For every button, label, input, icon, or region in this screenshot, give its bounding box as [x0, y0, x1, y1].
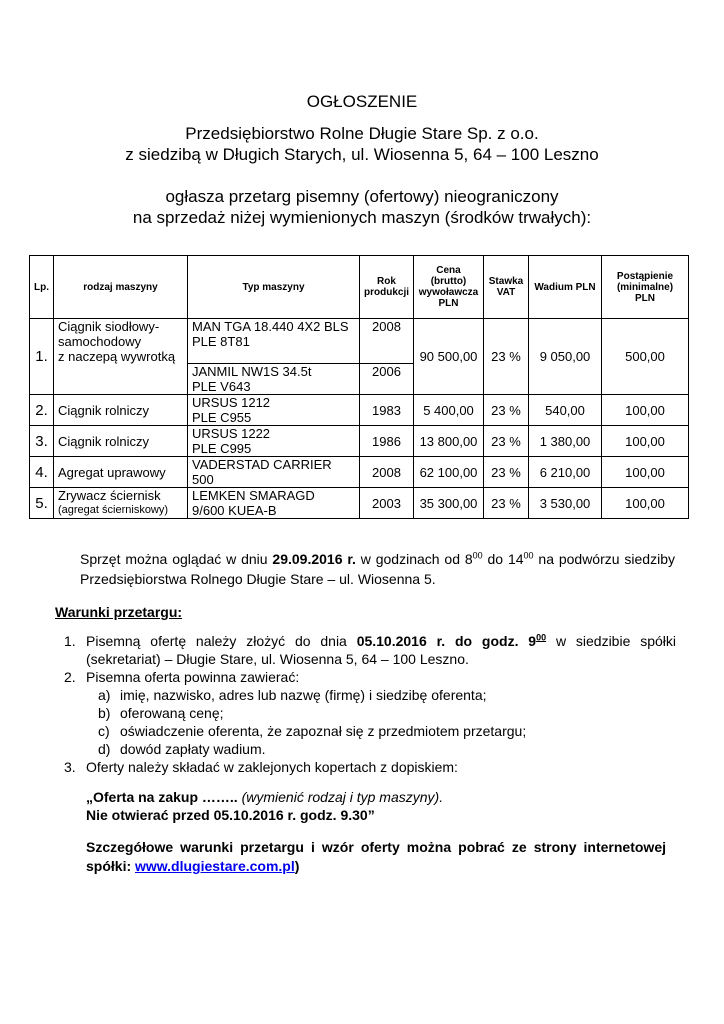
cell-lp: 4. — [30, 457, 54, 488]
table-row — [30, 395, 689, 426]
cell-kind: Ciągnik rolniczy — [54, 426, 188, 457]
list-item — [98, 740, 676, 758]
type-line: VADERSTAD CARRIER — [192, 457, 332, 472]
cell-type — [188, 364, 360, 395]
type-line: 500 — [192, 472, 214, 487]
list-item — [64, 632, 676, 668]
type-line: JANMIL NW1S 34.5t — [192, 364, 312, 379]
table-row — [30, 426, 689, 457]
list-item — [98, 722, 676, 740]
cell-vat: 23 % — [484, 457, 529, 488]
item-text: Pisemna oferta powinna zawierać: — [86, 669, 300, 685]
conditions-list — [64, 632, 676, 776]
cell-year: 1983 — [360, 395, 414, 426]
company-website-link[interactable]: www.dlugiestare.com.pl — [135, 858, 295, 874]
cell-year: 2006 — [360, 364, 414, 395]
cell-type — [188, 395, 360, 426]
kind-line: (agregat ścierniskowy) — [58, 504, 169, 516]
item-text: dowód zapłaty wadium. — [120, 741, 266, 757]
list-number: 2. — [64, 669, 76, 685]
item-text: imię, nazwisko, adres lub nazwę (firmę) i siedzibę oferenta; — [120, 687, 487, 703]
item-text: oświadczenie oferenta, że zapoznał się z przedmiotem przetargu; — [120, 723, 527, 739]
company-name: Przedsiębiorstwo Rolne Długie Stare Sp. z o.o. — [185, 124, 539, 143]
viewing-sup: 00 — [472, 550, 483, 561]
cell-deposit: 6 210,00 — [529, 457, 602, 488]
cell-year: 2003 — [360, 488, 414, 519]
kind-line: z naczepą wywrotką — [58, 349, 176, 364]
cell-deposit: 540,00 — [529, 395, 602, 426]
page-title: OGŁOSZENIE — [306, 92, 418, 111]
company-info — [0, 123, 724, 165]
intro-line-1: ogłasza przetarg pisemny (ofertowy) nieograniczony — [165, 187, 559, 206]
list-item — [64, 758, 676, 776]
cell-price: 35 300,00 — [414, 488, 484, 519]
list-number: 3. — [64, 759, 76, 775]
offer-note-lead: „Oferta na zakup …….. — [86, 789, 238, 805]
offer-note-line-2: Nie otwierać przed 05.10.2016 r. godz. 9.30” — [86, 807, 375, 823]
cell-lp: 2. — [30, 395, 54, 426]
type-line: URSUS 1222 — [192, 426, 271, 441]
cell-deposit: 1 380,00 — [529, 426, 602, 457]
list-item — [98, 686, 676, 704]
cell-type — [188, 426, 360, 457]
cell-price: 5 400,00 — [414, 395, 484, 426]
item-sup: 00 — [536, 632, 547, 643]
cell-kind: Ciągnik rolniczy — [54, 395, 188, 426]
list-letter: b) — [98, 705, 111, 721]
item-text: w siedzibie spółki (sekretariat) – Długie Stare, ul. Wiosenna 5, 64 – 100 Leszno. — [86, 633, 676, 667]
cell-kind — [54, 319, 188, 395]
table-row — [30, 319, 689, 364]
type-line: PLE C995 — [192, 441, 252, 456]
cell-vat: 23 % — [484, 395, 529, 426]
cell-step: 100,00 — [602, 395, 689, 426]
type-line: LEMKEN SMARAGD — [192, 488, 315, 503]
type-line: PLE 8T81 — [192, 334, 250, 349]
cell-year: 2008 — [360, 457, 414, 488]
cell-kind: Agregat uprawowy — [54, 457, 188, 488]
cell-type — [188, 457, 360, 488]
cell-type — [188, 488, 360, 519]
details-close: ) — [294, 858, 300, 874]
machines-table — [29, 255, 689, 519]
cell-price: 62 100,00 — [414, 457, 484, 488]
header-type: Typ maszyny — [188, 256, 360, 319]
viewing-text: w godzinach od 8 — [355, 551, 473, 567]
header-deposit: Wadium PLN — [529, 256, 602, 319]
viewing-sup: 00 — [523, 550, 534, 561]
item-text: Oferty należy składać w zaklejonych kopertach z dopiskiem: — [86, 759, 458, 775]
kind-line: Zrywacz ściernisk — [58, 488, 161, 503]
viewing-date: 29.09.2016 r. — [272, 551, 356, 567]
viewing-text: na podwórzu siedziby Przedsiębiorstwa Rolnego Długie Stare – ul. Wiosenna 5. — [80, 551, 675, 587]
type-line: 9/600 KUEA-B — [192, 503, 277, 518]
type-line: MAN TGA 18.440 4X2 BLS — [192, 319, 349, 334]
cell-kind — [54, 488, 188, 519]
kind-line: Ciągnik siodłowy- — [58, 319, 160, 334]
item-text: Pisemną ofertę należy złożyć do dnia — [86, 633, 357, 649]
cell-vat: 23 % — [484, 488, 529, 519]
cell-price: 13 800,00 — [414, 426, 484, 457]
kind-line: samochodowy — [58, 334, 142, 349]
table-header-row — [30, 256, 689, 319]
announcement-intro — [0, 186, 724, 228]
list-letter: d) — [98, 741, 111, 757]
cell-year: 2008 — [360, 319, 414, 364]
cell-lp: 3. — [30, 426, 54, 457]
list-number: 1. — [64, 633, 76, 649]
cell-type — [188, 319, 360, 364]
cell-vat: 23 % — [484, 319, 529, 395]
offer-note-hint: (wymienić rodzaj i typ maszyny). — [237, 789, 444, 805]
offer-note-line-1 — [86, 788, 443, 806]
item-deadline: 05.10.2016 r. do godz. 9 — [356, 633, 537, 649]
conditions-title: Warunki przetargu: — [55, 604, 183, 620]
cell-lp: 5. — [30, 488, 54, 519]
offer-contents-list — [86, 686, 676, 758]
type-line: PLE C955 — [192, 410, 252, 425]
cell-vat: 23 % — [484, 426, 529, 457]
list-item — [64, 668, 676, 758]
viewing-info — [80, 549, 675, 589]
intro-line-2: na sprzedaż niżej wymienionych maszyn (środków trwałych): — [132, 208, 592, 227]
company-address: z siedzibą w Długich Starych, ul. Wiosenna 5, 64 – 100 Leszno — [125, 145, 599, 164]
list-letter: c) — [98, 723, 110, 739]
list-item — [98, 704, 676, 722]
list-letter: a) — [98, 687, 111, 703]
header-price: Cena (brutto) wywoławcza PLN — [414, 256, 484, 319]
table-row — [30, 457, 689, 488]
header-kind: rodzaj maszyny — [54, 256, 188, 319]
cell-year: 1986 — [360, 426, 414, 457]
type-line: URSUS 1212 — [192, 395, 271, 410]
item-text: oferowaną cenę; — [120, 705, 224, 721]
cell-step: 500,00 — [602, 319, 689, 395]
cell-step: 100,00 — [602, 426, 689, 457]
header-year: Rok produkcji — [360, 256, 414, 319]
viewing-text: Sprzęt można oglądać w dniu — [80, 551, 273, 567]
cell-step: 100,00 — [602, 457, 689, 488]
details-info — [86, 838, 666, 876]
cell-deposit: 3 530,00 — [529, 488, 602, 519]
details-text: Szczegółowe warunki przetargu i wzór oferty można pobrać ze strony internetowej spółki: — [86, 839, 666, 874]
table-row — [30, 488, 689, 519]
header-lp: Lp. — [30, 256, 54, 319]
viewing-text: do 14 — [482, 551, 524, 567]
cell-lp: 1. — [30, 319, 54, 395]
offer-note — [86, 788, 443, 824]
cell-price: 90 500,00 — [414, 319, 484, 395]
header-step: Postąpienie (minimalne) PLN — [602, 256, 689, 319]
cell-step: 100,00 — [602, 488, 689, 519]
type-line: PLE V643 — [192, 379, 251, 394]
header-vat: Stawka VAT — [484, 256, 529, 319]
cell-deposit: 9 050,00 — [529, 319, 602, 395]
